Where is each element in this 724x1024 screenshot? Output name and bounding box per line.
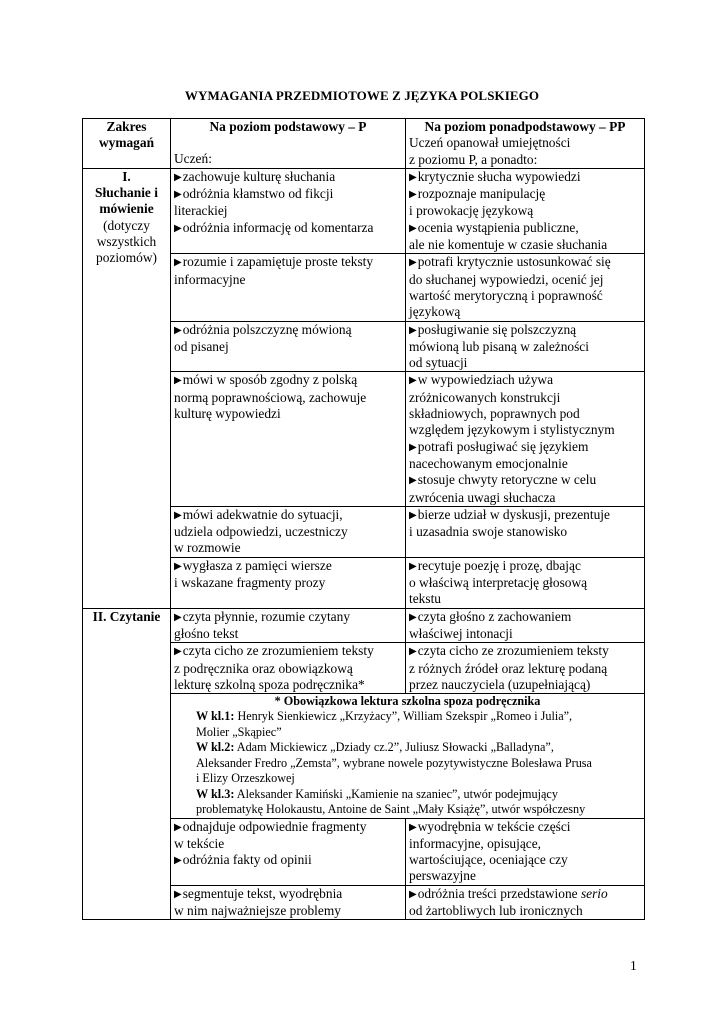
bullet-arrow-icon: ▶	[174, 509, 182, 521]
header-row	[83, 119, 645, 169]
bullet-arrow-icon: ▶	[409, 611, 417, 623]
bullet-arrow-icon: ▶	[409, 888, 417, 900]
advanced-requirements-cell	[406, 885, 645, 920]
advanced-requirements-cell	[406, 506, 645, 557]
reading-list-line: W kl.3: Aleksander Kamiński „Kamienie na szaniec”, utwór podejmujący	[196, 786, 558, 801]
reading-list-line: Molier „Skąpiec”	[196, 724, 282, 739]
bullet-arrow-icon: ▶	[174, 324, 182, 336]
bullet-arrow-icon: ▶	[409, 475, 417, 487]
requirement-line: ▶odróżnia kłamstwo od fikcji	[174, 186, 334, 202]
requirement-line: literackiej	[174, 203, 228, 219]
requirement-line: wartość merytoryczną i poprawność	[409, 287, 603, 303]
basic-requirements-cell	[171, 557, 406, 608]
requirement-line: od pisanej	[174, 338, 229, 354]
requirement-line: informacyjne, opisujące,	[409, 835, 541, 851]
bullet-arrow-icon: ▶	[409, 222, 417, 234]
bullet-arrow-icon: ▶	[174, 611, 182, 623]
requirement-line: ▶potrafi krytycznie ustosunkować się	[409, 254, 611, 270]
requirement-line: o właściwą interpretację głosową	[409, 575, 588, 591]
requirement-line: i uzasadnia swoje stanowisko	[409, 524, 568, 540]
requirement-line: ▶odnajduje odpowiednie fragmenty	[174, 818, 367, 834]
requirement-line: zwrócenia uwagi słuchacza	[409, 489, 556, 505]
area-listening-speaking: I. Słuchanie i mówienie (dotyczy wszystkich poziomów)	[83, 168, 171, 608]
advanced-requirements-cell	[406, 372, 645, 506]
bullet-arrow-icon: ▶	[174, 646, 182, 658]
header-basic-sub: Uczeń:	[174, 150, 212, 166]
requirement-line: przez nauczyciela (uzupełniającą)	[409, 676, 591, 692]
requirement-line: ▶ocenia wystąpienia publiczne,	[409, 219, 579, 235]
bullet-arrow-icon: ▶	[174, 257, 182, 269]
requirement-line: mówioną lub pisaną w zależności	[409, 338, 589, 354]
requirement-line: ▶w wypowiedziach używa	[409, 372, 554, 388]
header-scope: Zakres wymagań	[83, 119, 171, 169]
requirement-line: ▶posługiwanie się polszczyzną	[409, 321, 577, 337]
bullet-arrow-icon: ▶	[409, 441, 417, 453]
requirement-line: z podręcznika oraz obowiązkową	[174, 660, 353, 676]
requirement-line: udziela odpowiedzi, uczestniczy	[174, 524, 348, 540]
requirement-line: ▶rozpoznaje manipulację	[409, 186, 546, 202]
requirement-line: ▶czyta cicho ze zrozumieniem teksty	[174, 643, 374, 659]
requirement-line: ▶krytycznie słucha wypowiedzi	[409, 168, 581, 184]
requirement-line: językową	[409, 304, 461, 320]
basic-requirements-cell	[171, 643, 406, 694]
requirement-line: i wskazane fragmenty prozy	[174, 575, 326, 591]
requirement-line: w rozmowie	[174, 540, 241, 556]
bullet-arrow-icon: ▶	[409, 509, 417, 521]
bullet-arrow-icon: ▶	[409, 375, 417, 387]
requirement-line: od sytuacji	[409, 355, 468, 371]
bullet-arrow-icon: ▶	[409, 257, 417, 269]
requirement-line: głośno tekst	[174, 625, 239, 641]
requirement-line: ▶stosuje chwyty retoryczne w celu	[409, 472, 597, 488]
requirement-line: normą poprawnościową, zachowuje	[174, 389, 367, 405]
bullet-arrow-icon: ▶	[174, 855, 182, 867]
bullet-arrow-icon: ▶	[174, 222, 182, 234]
reading-list-line: problematykę Holokaustu, Antoine de Saint „Mały Książę”, utwór współczesny	[196, 802, 586, 817]
requirement-line: ▶czyta płynnie, rozumie czytany	[174, 608, 351, 624]
requirement-line: do słuchanej wypowiedzi, ocenić jej	[409, 271, 604, 287]
requirement-row	[83, 608, 645, 643]
advanced-requirements-cell	[406, 321, 645, 372]
bullet-arrow-icon: ▶	[174, 560, 182, 572]
reading-list-line: Aleksander Fredro „Zemsta”, wybrane nowele pozytywistyczne Bolesława Prusa	[196, 755, 592, 770]
requirements-table	[82, 118, 645, 920]
requirement-line: ▶bierze udział w dyskusji, prezentuje	[409, 506, 610, 522]
header-basic-title: Na poziom podstawowy – P	[209, 119, 367, 134]
reading-list-line: i Elizy Orzeszkowej	[196, 771, 295, 786]
requirement-line: z różnych źródeł oraz lekturę podaną	[409, 660, 608, 676]
requirement-line: nacechowanym emocjonalnie	[409, 455, 568, 471]
requirement-row	[83, 168, 645, 253]
page-title: WYMAGANIA PRZEDMIOTOWE Z JĘZYKA POLSKIEGO	[184, 88, 540, 103]
basic-requirements-cell	[171, 506, 406, 557]
bullet-arrow-icon: ▶	[174, 821, 182, 833]
requirement-line: ▶odróżnia polszczyznę mówioną	[174, 321, 352, 337]
bullet-arrow-icon: ▶	[174, 375, 182, 387]
bullet-arrow-icon: ▶	[174, 189, 182, 201]
bullet-arrow-icon: ▶	[409, 560, 417, 572]
requirement-line: względem językowym i stylistycznym	[409, 422, 615, 438]
requirement-line: właściwej intonacji	[409, 625, 513, 641]
requirement-line: ▶segmentuje tekst, wyodrębnia	[174, 885, 343, 901]
requirement-line: ▶mówi adekwatnie do sytuacji,	[174, 506, 343, 522]
bullet-arrow-icon: ▶	[174, 171, 182, 183]
requirement-line: w nim najważniejsze problemy	[174, 903, 341, 919]
requirement-line: ▶odróżnia treści przedstawione serio	[409, 885, 608, 901]
bullet-arrow-icon: ▶	[409, 189, 417, 201]
area-reading: II. Czytanie	[83, 608, 171, 920]
requirement-line: kulturę wypowiedzi	[174, 406, 281, 422]
requirement-line: składniowych, poprawnych pod	[409, 406, 580, 422]
bullet-arrow-icon: ▶	[409, 171, 417, 183]
advanced-requirements-cell	[406, 168, 645, 253]
requirement-line: tekstu	[409, 591, 441, 607]
basic-requirements-cell	[171, 254, 406, 321]
requirement-line: w tekście	[174, 835, 225, 851]
requirement-line: i prowokację językową	[409, 203, 534, 219]
requirement-line: informacyjne	[174, 271, 246, 287]
requirement-line: ▶recytuje poezję i prozę, dbając	[409, 557, 581, 573]
class-label: W kl.1:	[196, 709, 235, 724]
basic-requirements-cell	[171, 608, 406, 643]
bullet-arrow-icon: ▶	[174, 888, 182, 900]
requirement-line: ▶odróżnia fakty od opinii	[174, 852, 312, 868]
requirement-line: ▶mówi w sposób zgodny z polską	[174, 372, 358, 388]
requirement-line: ▶potrafi posługiwać się językiem	[409, 438, 589, 454]
mandatory-reading-title: * Obowiązkowa lektura szkolna spoza podręcznika	[274, 694, 541, 709]
requirement-line: ▶wyodrębnia w tekście części	[409, 818, 571, 834]
requirement-line: ▶czyta cicho ze zrozumieniem teksty	[409, 643, 609, 659]
advanced-requirements-cell	[406, 608, 645, 643]
advanced-requirements-cell	[406, 643, 645, 694]
bullet-arrow-icon: ▶	[409, 646, 417, 658]
class-label: W kl.2:	[196, 740, 235, 755]
requirement-line: ale nie komentuje w czasie słuchania	[409, 237, 608, 253]
requirement-line: od żartobliwych lub ironicznych	[409, 903, 583, 919]
page-number: 1	[630, 958, 637, 973]
basic-requirements-cell	[171, 885, 406, 920]
header-advanced-title: Na poziom ponadpodstawowy – PP	[424, 119, 626, 134]
requirement-line: ▶czyta głośno z zachowaniem	[409, 608, 572, 624]
requirement-line: wartościujące, oceniające czy	[409, 852, 568, 868]
advanced-requirements-cell	[406, 818, 645, 885]
advanced-requirements-cell	[406, 557, 645, 608]
basic-requirements-cell	[171, 321, 406, 372]
requirement-line: perswazyjne	[409, 868, 476, 884]
requirement-line: ▶zachowuje kulturę słuchania	[174, 168, 336, 184]
bullet-arrow-icon: ▶	[409, 324, 417, 336]
requirement-line: lekturę szkolną spoza podręcznika*	[174, 676, 365, 692]
basic-requirements-cell	[171, 168, 406, 253]
header-advanced-level: Na poziom ponadpodstawowy – PP Uczeń opanował umiejętności z poziomu P, a ponadto:	[406, 119, 645, 169]
reading-list-line: W kl.1: Henryk Sienkiewicz „Krzyżacy”, William Szekspir „Romeo i Julia”,	[196, 709, 573, 724]
requirement-line: ▶odróżnia informację od komentarza	[174, 219, 374, 235]
reading-list-line: W kl.2: Adam Mickiewicz „Dziady cz.2”, Juliusz Słowacki „Balladyna”,	[196, 740, 554, 755]
mandatory-reading-list	[174, 709, 641, 818]
class-label: W kl.3:	[196, 786, 235, 801]
advanced-requirements-cell	[406, 254, 645, 321]
basic-requirements-cell	[171, 372, 406, 506]
requirement-line: ▶wygłasza z pamięci wiersze	[174, 557, 332, 573]
basic-requirements-cell	[171, 818, 406, 885]
header-basic-level	[171, 119, 406, 169]
bullet-arrow-icon: ▶	[409, 821, 417, 833]
requirement-line: zróżnicowanych konstrukcji	[409, 389, 561, 405]
mandatory-reading-cell	[171, 694, 645, 819]
requirement-line: ▶rozumie i zapamiętuje proste teksty	[174, 254, 374, 270]
